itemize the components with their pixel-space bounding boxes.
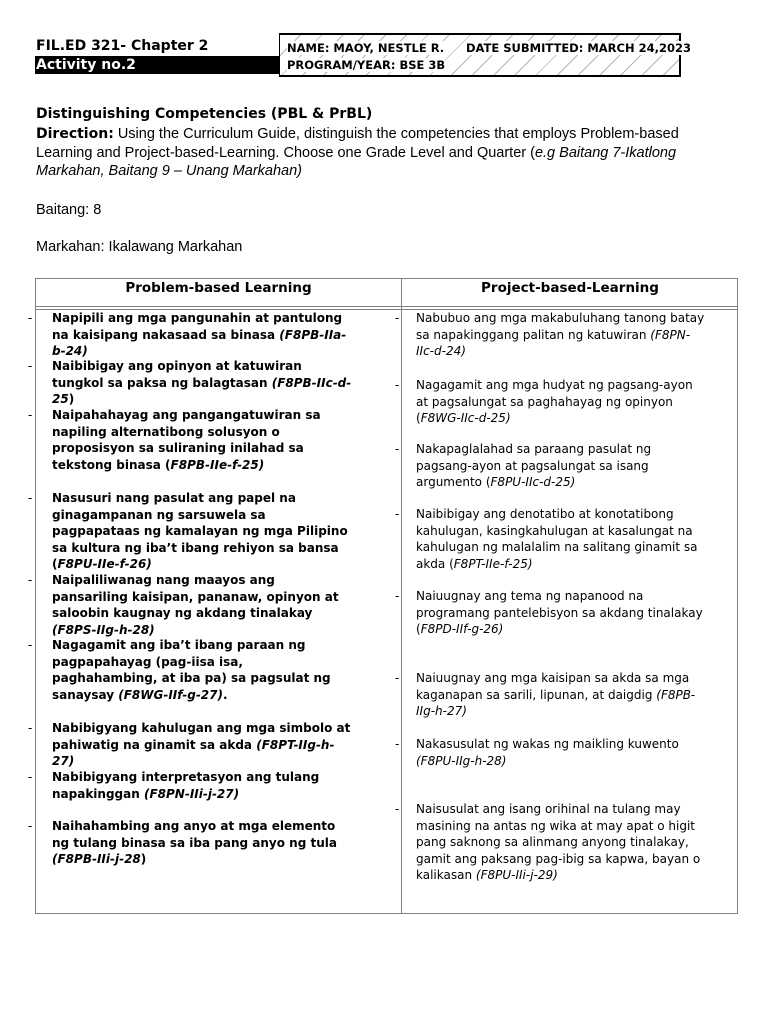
list-bullet: - (395, 378, 400, 392)
competency-tail: . (223, 687, 228, 702)
competency-description: Naisusulat ang isang orihinal na tulang may masining na antas ng wika at may apat o higit pang saknong sa alinmang anyong tinalakay, gamit ang paksang pag-ibig sa kapwa, bayan o kalikasan (416, 802, 701, 882)
list-bullet: - (28, 819, 33, 833)
list-bullet: - (28, 408, 33, 422)
student-info-box (279, 33, 691, 77)
project-based-competency-item (395, 377, 707, 427)
problem-based-competency-item (28, 490, 352, 573)
list-bullet: - (28, 770, 33, 784)
grade-level: Baitang: 8 (36, 202, 102, 218)
list-bullet: - (395, 737, 400, 751)
competency-code: (F8WG-IIf-g-27) (118, 687, 223, 702)
competency-text (28, 769, 352, 802)
competency-code: (F8PS-IIg-h-28) (52, 622, 155, 637)
competency-text (395, 588, 707, 638)
competency-tail: ) (140, 852, 147, 866)
competency-code: (F8PU-IIg-h-28) (416, 753, 507, 768)
competency-description: Nabibigyang kahulugan ang mga simbolo at pahiwatig na ginamit sa akda (52, 721, 351, 752)
direction-label: Direction: (36, 126, 114, 142)
competency-text (395, 670, 707, 720)
course-title: FIL.ED 321- Chapter 2 (36, 38, 209, 54)
competency-text (28, 720, 352, 770)
competency-text (28, 490, 352, 573)
project-based-competency-item (395, 736, 707, 769)
competency-description: Naiuugnay ang tema ng napanood na programang pantelebisyon sa akdang tinalakay ( (416, 589, 703, 636)
problem-based-competency-item (28, 310, 352, 360)
problem-based-competency-item (28, 407, 352, 473)
competency-code: (F8PN-IIc-d-24) (416, 327, 691, 358)
activity-label: Activity no.2 (36, 57, 136, 73)
competency-code: (F8PB-IIa-b-24) (52, 327, 347, 358)
problem-based-competency-item (28, 358, 352, 408)
competency-description: Naiuugnay ang mga kaisipan sa akda sa mga kaganapan sa sarili, lipunan, at daigdig (416, 671, 690, 702)
competency-description: Naibibigay ang opinyon at katuwiran tungkol sa paksa ng balagtasan (52, 359, 302, 390)
competency-text (28, 818, 352, 868)
competency-description: Nabubuo ang mga makabuluhang tanong batay sa napakinggang palitan ng katuwiran (416, 311, 705, 342)
competency-code: F8PU-IIc-d-25) (490, 475, 576, 489)
competency-description: Nasusuri nang pasulat ang papel na ginagampanan ng sarsuwela sa pagpapataas ng kamalayan ng mga Pilipino sa kultura ng iba’t ibang rehiyon sa bansa ( (52, 491, 348, 571)
competency-description: Naipaliliwanag nang maayos ang pansariling kaisipan, pananaw, opinyon at saloobin kaugnay ng akdang tinalakay (52, 573, 339, 620)
competency-text (395, 506, 707, 572)
list-bullet: - (395, 442, 400, 456)
competency-code: F8WG-IIc-d-25) (420, 411, 511, 425)
section-title: Distinguishing Competencies (PBL & PrBL) (36, 106, 373, 122)
competency-code: F8PD-IIf-g-26) (420, 622, 504, 636)
list-bullet: - (395, 311, 400, 325)
direction-text: Using the Curriculum Guide, distinguish the competencies that employs Problem-based Learning and Project-based-Learning. Choose one Grade Level and Quarter ( (36, 126, 679, 161)
project-based-header: Project-based-Learning (481, 280, 659, 296)
competency-description: Naipahahayag ang pangangatuwiran sa napiling alternatibong solusyon o proposisyon sa suliraning inilahad sa tekstong binasa ( (52, 408, 321, 472)
problem-based-competency-item (28, 720, 352, 770)
list-bullet: - (395, 671, 400, 685)
competency-description: Nagagamit ang mga hudyat ng pagsang-ayon at pagsalungat sa paghahayag ng opinyon ( (416, 378, 693, 425)
competency-description: Napipili ang mga pangunahin at pantulong na kaisipang nakasaad sa binasa (52, 311, 343, 342)
problem-based-competency-item (28, 572, 352, 638)
competency-description: Nakasusulat ng wakas ng maikling kuwento (416, 737, 679, 751)
header-divider (36, 306, 737, 307)
competency-text (28, 637, 352, 703)
date-submitted: DATE SUBMITTED: MARCH 24,2023 (466, 41, 691, 55)
competency-text (28, 358, 352, 408)
competency-code: (F8PB-IIc-d-25 (52, 375, 352, 406)
competency-description: Nagagamit ang iba’t ibang paraan ng pagpapahayag (pag-iisa isa, paghahambing, at iba pa) sa pagsulat ng sanaysay (52, 638, 331, 702)
project-based-competency-item (395, 441, 707, 491)
direction-example: e.g Baitang 7-Ikatlong Markahan, Baitang 9 – Unang Markahan) (36, 144, 677, 179)
competency-text (28, 310, 352, 360)
project-based-competency-item (395, 801, 707, 884)
competency-text (395, 801, 707, 884)
quarter: Markahan: Ikalawang Markahan (36, 239, 243, 255)
project-based-competency-item (395, 310, 707, 360)
competency-text (395, 441, 707, 491)
competency-description: Nabibigyang interpretasyon ang tulang napakinggan (52, 770, 320, 801)
competency-description: Naihahambing ang anyo at mga elemento ng tulang binasa sa iba pang anyo ng tula (52, 819, 337, 850)
program-year: PROGRAM/YEAR: BSE 3B (287, 58, 446, 72)
problem-based-competency-item (28, 818, 352, 868)
competency-code: F8PU-IIe-f-26) (57, 557, 152, 571)
competency-text (28, 407, 352, 473)
list-bullet: - (28, 721, 33, 735)
competency-code: (F8PN-IIi-j-27) (143, 786, 240, 801)
competency-code: F8PT-IIe-f-25) (453, 556, 533, 571)
competency-code: (F8PU-IIi-j-29) (475, 868, 558, 882)
list-bullet: - (395, 507, 400, 521)
competency-description: Naibibigay ang denotatibo at konotatibong kahulugan, kasingkahulugan at kasalungat na kahulugan ng malalalim na salitang ginamit sa akda ( (416, 507, 698, 571)
problem-based-competency-item (28, 637, 352, 703)
list-bullet: - (395, 589, 400, 603)
list-bullet: - (28, 311, 33, 325)
list-bullet: - (28, 359, 33, 373)
list-bullet: - (395, 802, 400, 816)
competency-code: F8PB-IIe-f-25) (170, 457, 265, 472)
competency-text (395, 377, 707, 427)
project-based-competency-item (395, 506, 707, 572)
competency-description: Nakapaglalahad sa paraang pasulat ng pagsang-ayon at pagsalungat sa isang argumento ( (416, 442, 652, 489)
competency-code: (F8PB-IIi-j-28 (52, 852, 141, 866)
project-based-competency-item (395, 588, 707, 638)
competency-code: (F8PT-IIg-h-27) (52, 737, 335, 768)
activity-bar (35, 56, 279, 74)
list-bullet: - (28, 573, 33, 587)
problem-based-header: Problem-based Learning (125, 280, 312, 296)
list-bullet: - (28, 491, 33, 505)
competency-tail: ) (68, 392, 75, 406)
problem-based-competency-item (28, 769, 352, 802)
competency-text (395, 736, 707, 769)
competency-text (395, 310, 707, 360)
competency-code: (F8PB-IIg-h-27) (416, 687, 696, 718)
competency-text (28, 572, 352, 638)
project-based-competency-item (395, 670, 707, 720)
direction-paragraph (36, 125, 736, 181)
student-name: NAME: MAOY, NESTLE R. (287, 41, 445, 55)
list-bullet: - (28, 638, 33, 652)
